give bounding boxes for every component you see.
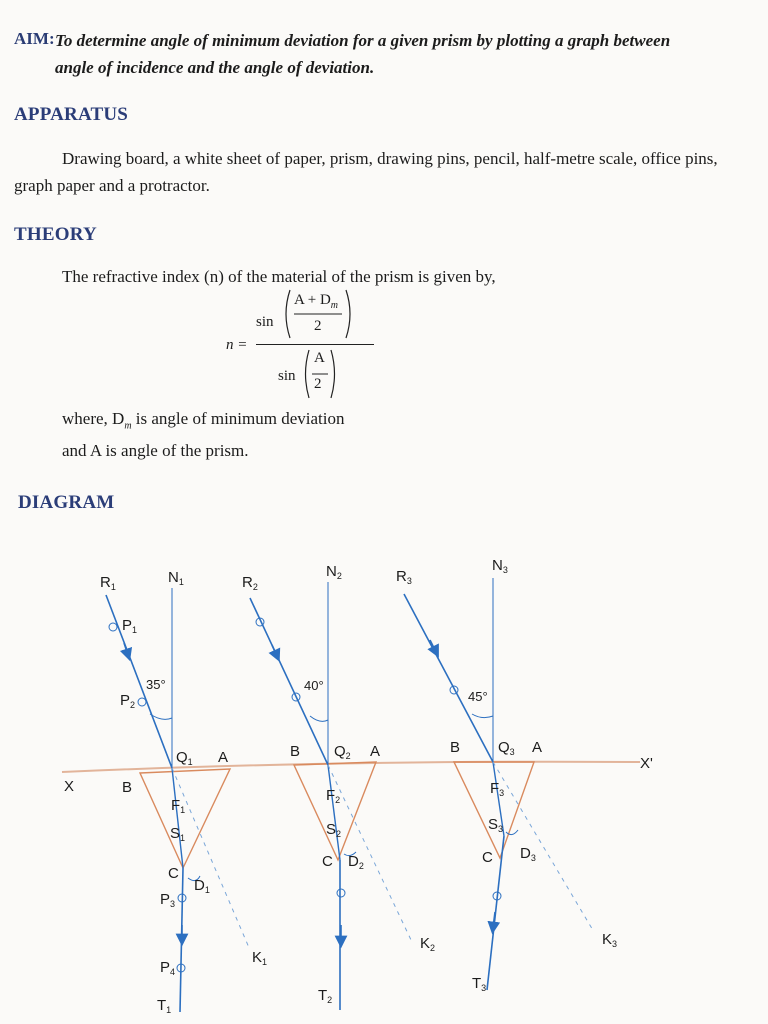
label-f2: $F_2$ <box>326 787 341 805</box>
label-q1: $Q_1$ <box>176 749 193 767</box>
incident-ray-3 <box>404 594 493 762</box>
prism-2 <box>294 762 376 860</box>
aim-label: AIM: <box>14 29 55 48</box>
label-c2: C <box>322 853 333 870</box>
label-q3: $Q_3$ <box>498 739 515 757</box>
where-line-1 <box>62 405 345 439</box>
apparatus-line-2: graph paper and a protractor. <box>14 176 210 195</box>
diagram-heading: DIAGRAM <box>18 492 115 513</box>
where-line-2: and A is angle of the prism. <box>62 441 249 460</box>
label-d2: $D_2$ <box>348 853 364 871</box>
refracted-ray-1 <box>170 768 186 868</box>
apparatus-line-1: Drawing board, a white sheet of paper, prism, drawing pins, pencil, half-metre scale, office pins, <box>62 149 718 168</box>
label-b3: B <box>450 739 461 756</box>
where-prefix: where, D <box>62 409 125 428</box>
label-t3: $T_3$ <box>472 975 487 993</box>
formula-num-bottom: 2 <box>314 318 322 334</box>
apparatus-heading: APPARATUS <box>14 104 129 125</box>
pin-p1 <box>109 623 117 631</box>
label-a2: A <box>370 743 381 760</box>
label-k3: $K_3$ <box>602 931 618 949</box>
label-t1: $T_1$ <box>157 997 172 1015</box>
formula-sin-numerator: sin <box>256 314 274 330</box>
label-s3: $S_3$ <box>488 816 504 834</box>
label-s2: $S_2$ <box>326 821 342 839</box>
label-c1: C <box>168 865 179 882</box>
label-c3: C <box>482 849 493 866</box>
label-r3: $R_3$ <box>396 568 412 586</box>
label-p1: $P_1$ <box>122 617 138 635</box>
formula-lhs: n = <box>226 337 248 353</box>
angle-arc-3 <box>472 714 493 718</box>
aim-line-1: To determine angle of minimum deviation for a given prism by plotting a graph between <box>55 31 671 50</box>
label-f3: $F_3$ <box>490 780 505 798</box>
label-f1: $F_1$ <box>171 797 186 815</box>
label-angle-40: 40° <box>304 678 324 693</box>
label-angle-45: 45° <box>468 689 488 704</box>
label-k2: $K_2$ <box>420 935 436 953</box>
pin-p2 <box>138 698 146 706</box>
label-d1: $D_1$ <box>194 877 210 895</box>
formula-sin-denominator: sin <box>278 368 296 384</box>
refracted-ray-2 <box>328 765 340 860</box>
label-k1: $K_1$ <box>252 949 268 967</box>
label-a1: A <box>218 749 229 766</box>
label-d3: $D_3$ <box>520 845 536 863</box>
formula-num-top-text: A + D <box>294 292 331 308</box>
label-p2: $P_2$ <box>120 692 136 710</box>
deviation-arc-3 <box>506 830 518 835</box>
label-x: X <box>64 778 75 795</box>
prism-1 <box>140 769 230 868</box>
label-s1: $S_1$ <box>170 825 186 843</box>
theory-intro: The refractive index (n) of the material of the prism is given by, <box>62 267 496 286</box>
aim-line-2: angle of incidence and the angle of deviation. <box>55 58 375 77</box>
label-b1: B <box>122 779 133 796</box>
theory-heading: THEORY <box>14 224 97 245</box>
label-p3: $P_3$ <box>160 891 176 909</box>
label-n2: $N_2$ <box>326 563 342 581</box>
prism-ray-diagram <box>0 540 768 1024</box>
angle-arc-2 <box>310 716 328 721</box>
label-a3: A <box>532 739 543 756</box>
formula-den-bottom: 2 <box>314 376 322 392</box>
label-n1: $N_1$ <box>168 569 184 587</box>
label-q2: $Q_2$ <box>334 743 351 761</box>
dashed-extension-1 <box>172 768 250 950</box>
arrow-2 <box>272 645 277 656</box>
formula-num-sub: m <box>330 300 339 311</box>
label-n3: $N_3$ <box>492 557 508 575</box>
formula-num-top <box>294 292 338 311</box>
label-b2: B <box>290 743 301 760</box>
dashed-extension-3 <box>493 762 594 932</box>
refractive-index-formula <box>226 286 356 402</box>
fraction-bar <box>256 344 374 345</box>
label-p4: $P_4$ <box>160 959 176 977</box>
aim-text <box>55 27 745 81</box>
label-x-prime: X' <box>640 755 653 772</box>
where-sub: m <box>124 420 132 432</box>
label-t2: $T_2$ <box>318 987 333 1005</box>
label-r2: $R_2$ <box>242 574 258 592</box>
formula-den-top: A <box>314 350 325 366</box>
label-angle-35: 35° <box>146 677 166 692</box>
where-suffix: is angle of minimum deviation <box>131 409 345 428</box>
pin-t2 <box>337 889 345 897</box>
label-r1: $R_1$ <box>100 574 116 592</box>
